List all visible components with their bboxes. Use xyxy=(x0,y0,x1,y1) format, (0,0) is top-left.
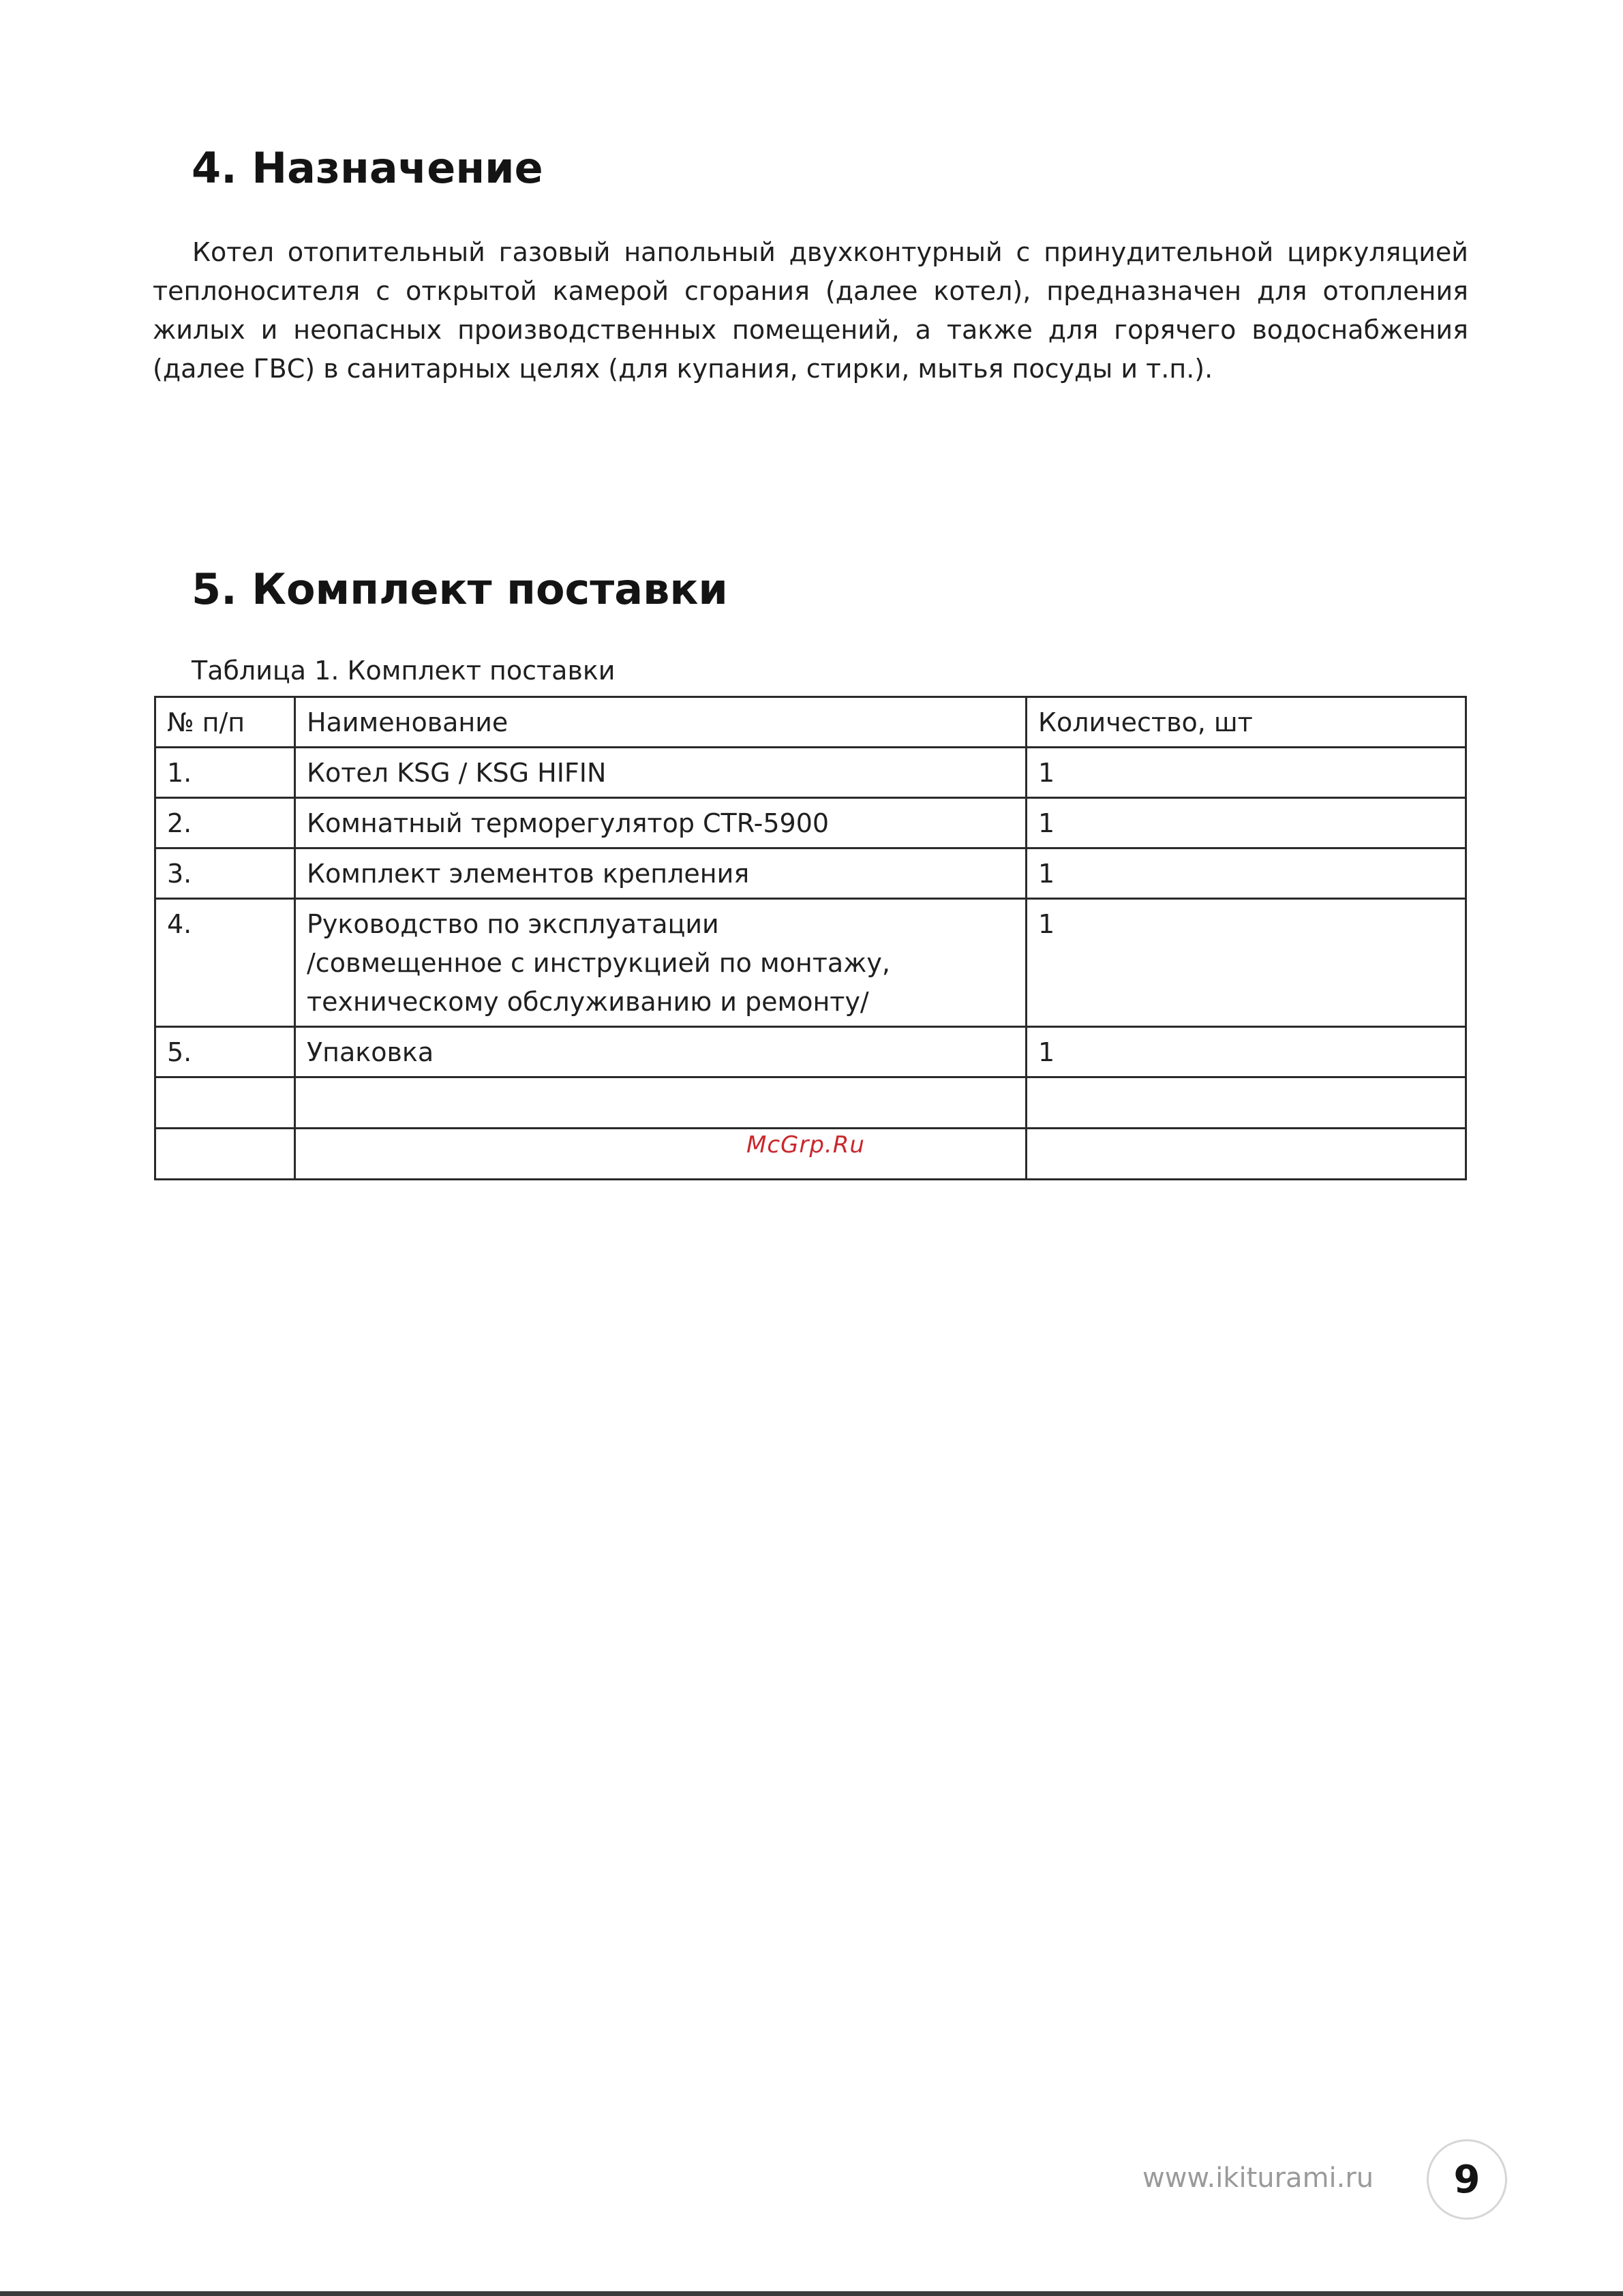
table-row xyxy=(155,848,1466,899)
row-quantity: 1 xyxy=(1027,1027,1466,1077)
row-name-line: /совмещенное с инструкцией по монтажу, xyxy=(307,948,890,978)
empty-cell xyxy=(155,1129,295,1180)
row-name: Котел KSG / KSG HIFIN xyxy=(295,748,1027,798)
section-5-heading: 5. Комплект поставки xyxy=(192,564,728,614)
table-row xyxy=(155,1027,1466,1077)
section-4-heading: 4. Назначение xyxy=(192,143,543,193)
empty-cell xyxy=(1027,1077,1466,1129)
table-row xyxy=(155,798,1466,848)
bottom-rule xyxy=(0,2291,1623,2296)
row-name: Комнатный терморегулятор CTR-5900 xyxy=(295,798,1027,848)
row-number: 1. xyxy=(155,748,295,798)
row-number: 4. xyxy=(155,899,295,1027)
row-number: 3. xyxy=(155,848,295,899)
delivery-set-table xyxy=(154,696,1467,1180)
table-header-row xyxy=(155,697,1466,748)
header-number: № п/п xyxy=(155,697,295,748)
row-quantity: 1 xyxy=(1027,798,1466,848)
row-quantity: 1 xyxy=(1027,848,1466,899)
row-name-line: техническому обслуживанию и ремонту/ xyxy=(307,987,869,1017)
table-row xyxy=(155,748,1466,798)
empty-cell xyxy=(295,1077,1027,1129)
page-number: 9 xyxy=(1427,2139,1507,2220)
row-quantity: 1 xyxy=(1027,748,1466,798)
row-number: 2. xyxy=(155,798,295,848)
row-number: 5. xyxy=(155,1027,295,1077)
section-4-paragraph: Котел отопительный газовый напольный двухконтурный с принудительной циркуляцией теплоносителя с открытой камерой сгорания (далее котел), предназначен для отопления жилых и неопасных производственных помещений, а также для горячего водоснабжения (далее ГВС) в санитарных целях (для купания, стирки, мытья посуды и т.п.). xyxy=(153,237,1468,384)
header-quantity: Количество, шт xyxy=(1027,697,1466,748)
row-name-line: Руководство по эксплуатации xyxy=(307,909,719,939)
header-name: Наименование xyxy=(295,697,1027,748)
row-name: Комплект элементов крепления xyxy=(295,848,1027,899)
watermark: McGrp.Ru xyxy=(746,1131,865,1159)
empty-cell xyxy=(155,1077,295,1129)
table-row-empty xyxy=(155,1077,1466,1129)
row-quantity: 1 xyxy=(1027,899,1466,1027)
row-name: Упаковка xyxy=(295,1027,1027,1077)
empty-cell xyxy=(295,1129,1027,1180)
table-caption: Таблица 1. Комплект поставки xyxy=(192,656,616,686)
footer-url: www.ikiturami.ru xyxy=(1142,2162,1374,2194)
empty-cell xyxy=(1027,1129,1466,1180)
table-row xyxy=(155,899,1466,1027)
row-name xyxy=(295,899,1027,1027)
